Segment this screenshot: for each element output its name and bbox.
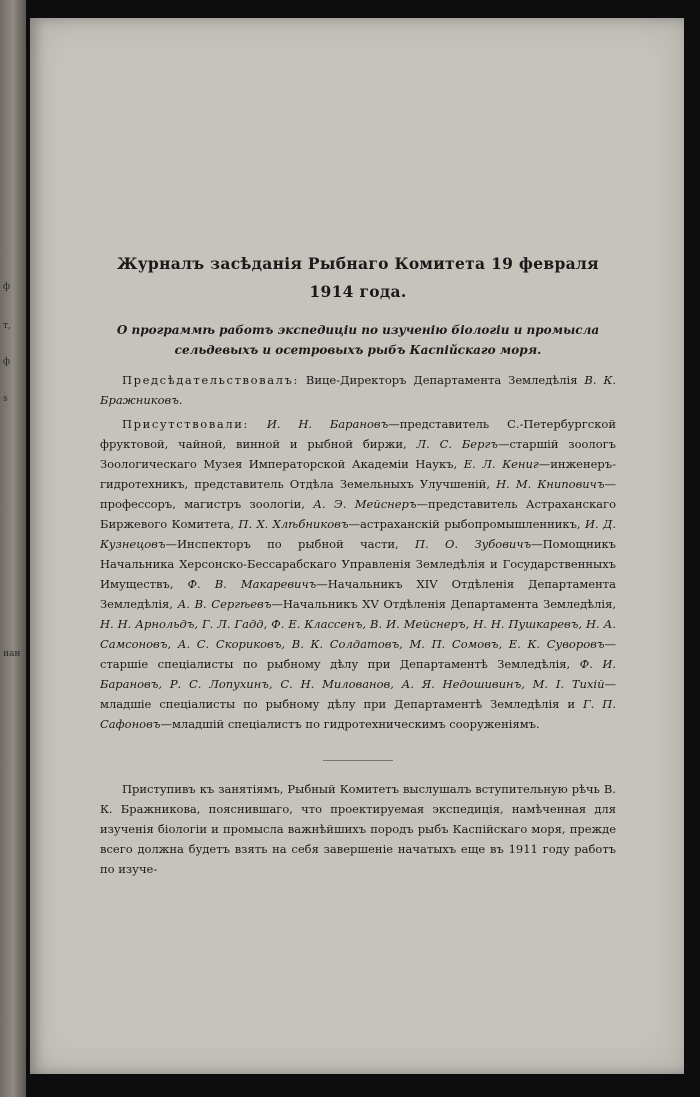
edge-fragment: ф — [3, 357, 11, 367]
attendee-name: Ф. В. Макаревичъ — [187, 577, 317, 591]
edge-fragment: т, — [3, 321, 11, 331]
attendee-name: И. Д. Кузнецовъ — [100, 517, 616, 551]
attendee-role: —представитель С.-Петербургской фруктовой, чайной, винной и рыбной биржи, — [100, 417, 616, 451]
title-line-2: 1914 года. — [309, 282, 407, 301]
body-paragraph: Приступивъ къ занятіямъ, Рыбный Комитетъ выслушалъ вступительную рѣчь В. К. Бражникова, пояснившаго, что проектируемая экспедиція, намѣченная для изученія біологіи и промысла важнѣйшихъ породъ рыбъ Каспійскаго моря, прежде всего должна будетъ взять на себя завершеніе начатыхъ еще въ 1911 году работъ по изучe- — [100, 782, 616, 876]
attendee-role: —астраханскій рыбопромышленникъ, — [348, 517, 585, 531]
attendee-name: Ф. И. Барановъ, Р. С. Лопухинъ, С. Н. Милованов, А. Я. Недошивинъ, М. І. Тихій — [100, 657, 617, 691]
document-page — [30, 18, 684, 1074]
attendee-role: —Начальникъ XIV Отдѣленія Департамента Земледѣлія, — [100, 577, 616, 611]
attendee-name: Г. П. Сафоновъ — [100, 697, 616, 731]
chair-label: Предсѣдательствовалъ: — [122, 373, 299, 387]
attendee-name: П. О. Зубовичъ — [415, 537, 532, 551]
edge-fragment: s — [3, 394, 8, 404]
adjacent-page-edge — [0, 0, 26, 1097]
attendee-name: А. Э. Мейснеръ — [313, 497, 417, 511]
edge-fragment: иан — [3, 649, 21, 659]
attendee-name: Е. Л. Кениг — [463, 457, 539, 471]
attendees-paragraph — [100, 414, 616, 734]
document-title — [100, 250, 616, 306]
attendee-name: Н. Н. Арнольдъ, Г. Л. Гадд, Ф. Е. Классенъ, В. И. Мейснеръ, Н. Н. Пушкаревъ, Н. А. Самсоновъ, А. С. Скориковъ, В. К. Солдатовъ, М. П. Сомовъ, Е. К. Суворовъ — [100, 617, 616, 651]
attendee-role: —Помощникъ Начальника Херсонско-Бессарабскаго Управленія Земледѣлія и Государственныхъ Имуществъ, — [100, 537, 616, 591]
chair-text: Вице-Директоръ Департамента Земледѣлія — [305, 373, 578, 387]
attendee-role: —Инспекторъ по рыбной части, — [165, 537, 415, 551]
attendee-name: Н. М. Книповичъ — [496, 477, 605, 491]
attendee-name: И. Н. Барановъ — [266, 417, 389, 431]
chair-paragraph — [100, 370, 616, 410]
attendee-name: П. Х. Хлѣбниковъ — [238, 517, 349, 531]
attendee-role: —младшіе спеціалисты по рыбному дѣлу при Департаментѣ Земледѣлія и — [100, 677, 616, 711]
attendee-role: —представитель Астраханскаго Биржевого Комитета, — [100, 497, 616, 531]
attendee-role: —старшій зоологъ Зоологическаго Музея Императорской Академіи Наукъ, — [100, 437, 616, 471]
section-divider — [323, 760, 393, 761]
attendee-name: Л. С. Бергъ — [416, 437, 498, 451]
edge-fragment: ф — [3, 282, 11, 292]
attendees-label: Присутствовали: — [122, 417, 250, 431]
attendee-role: —младшій спеціалистъ по гидротехническимъ сооруженіямъ. — [160, 717, 540, 731]
attendee-name: А. В. Сергѣевъ — [177, 597, 272, 611]
page-content — [100, 250, 616, 879]
attendee-role: —Начальникъ XV Отдѣленія Департамента Земледѣлія, — [271, 597, 617, 611]
attendee-role: —старшіе спеціалисты по рыбному дѣлу при Департаментѣ Земледѣлія, — [100, 637, 616, 671]
attendee-role: —профессоръ, магистръ зоологіи, — [100, 477, 616, 511]
attendee-role: —инженеръ-гидротехникъ, представитель Отдѣла Земельныхъ Улучшеній, — [100, 457, 616, 491]
document-subtitle: О программѣ работъ экспедиціи по изученію біологіи и промысла сельдевыхъ и осетровыхъ рыбъ Каспійскаго моря. — [116, 323, 600, 357]
chair-name: В. К. Бражниковъ. — [100, 373, 616, 407]
title-line-1: Журналъ засѣданія Рыбнаго Комитета 19 февраля — [117, 254, 599, 273]
